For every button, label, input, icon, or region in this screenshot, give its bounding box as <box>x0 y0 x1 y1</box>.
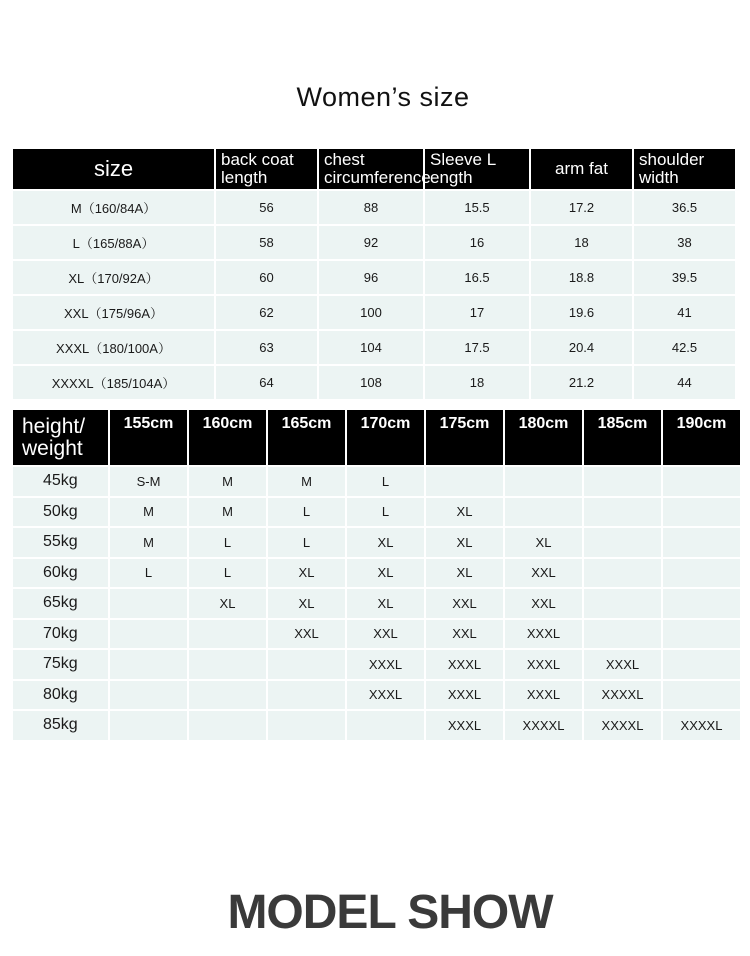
recommended-size-cell: XXXL <box>584 648 661 679</box>
recommended-size-cell: XXXL <box>426 648 503 679</box>
recommended-size-cell <box>189 618 266 649</box>
size-value-cell: 21.2 <box>531 364 632 399</box>
recommended-size-cell: L <box>189 557 266 588</box>
recommended-size-cell <box>110 648 187 679</box>
recommended-size-cell <box>110 709 187 740</box>
size-value-cell: 104 <box>319 329 423 364</box>
recommended-size-cell <box>584 496 661 527</box>
size-value-cell: 96 <box>319 259 423 294</box>
size-value-cell: 16 <box>425 224 529 259</box>
recommended-size-cell <box>663 526 740 557</box>
size-chart-header-row <box>13 149 735 189</box>
weight-label-cell: 55kg <box>13 526 108 557</box>
recommended-size-cell: XL <box>189 587 266 618</box>
size-label-cell: XXXXL（185/104A） <box>13 364 214 399</box>
size-value-cell: 44 <box>634 364 735 399</box>
size-value-cell: 92 <box>319 224 423 259</box>
weight-label-cell: 45kg <box>13 465 108 496</box>
recommended-size-cell: XXXL <box>347 679 424 710</box>
recommended-size-cell <box>347 709 424 740</box>
height-header-cell: 190cm <box>663 410 740 465</box>
recommended-size-cell <box>584 557 661 588</box>
recommended-size-cell <box>663 618 740 649</box>
size-row <box>13 364 735 399</box>
recommended-size-cell: XL <box>426 496 503 527</box>
height-header-cell: 165cm <box>268 410 345 465</box>
recommended-size-cell: XL <box>268 557 345 588</box>
recommended-size-cell <box>189 679 266 710</box>
recommended-size-cell <box>663 679 740 710</box>
recommended-size-cell <box>110 618 187 649</box>
recommended-size-cell: S-M <box>110 465 187 496</box>
weight-label-cell: 70kg <box>13 618 108 649</box>
height-header-cell: 185cm <box>584 410 661 465</box>
height-header-cell: 175cm <box>426 410 503 465</box>
recommended-size-cell: XXXL <box>505 618 582 649</box>
weight-row <box>13 679 740 710</box>
recommended-size-cell <box>110 587 187 618</box>
size-header-size: size <box>13 149 214 189</box>
recommended-size-cell <box>584 465 661 496</box>
height-weight-table <box>11 410 742 740</box>
recommended-size-cell: XL <box>505 526 582 557</box>
size-value-cell: 17 <box>425 294 529 329</box>
weight-row <box>13 496 740 527</box>
recommended-size-cell: M <box>189 465 266 496</box>
recommended-size-cell: XXL <box>426 618 503 649</box>
recommended-size-cell: XXXL <box>505 648 582 679</box>
size-label-cell: L（165/88A） <box>13 224 214 259</box>
recommended-size-cell <box>110 679 187 710</box>
size-row <box>13 294 735 329</box>
recommended-size-cell <box>663 648 740 679</box>
weight-row <box>13 648 740 679</box>
weight-row <box>13 587 740 618</box>
size-value-cell: 108 <box>319 364 423 399</box>
size-value-cell: 17.5 <box>425 329 529 364</box>
size-label-cell: M（160/84A） <box>13 189 214 224</box>
recommended-size-cell: XXL <box>268 618 345 649</box>
size-value-cell: 18 <box>425 364 529 399</box>
recommended-size-cell <box>663 465 740 496</box>
size-row <box>13 259 735 294</box>
height-header-cell: 160cm <box>189 410 266 465</box>
size-value-cell: 36.5 <box>634 189 735 224</box>
recommended-size-cell: XXL <box>505 557 582 588</box>
recommended-size-cell: XXL <box>347 618 424 649</box>
size-header-sleeve-length: Sleeve L ength <box>425 149 529 189</box>
recommended-size-cell: M <box>268 465 345 496</box>
recommended-size-cell: L <box>347 465 424 496</box>
recommended-size-cell: XL <box>347 526 424 557</box>
size-label-cell: XL（170/92A） <box>13 259 214 294</box>
recommended-size-cell: XXXL <box>426 679 503 710</box>
recommended-size-cell: XXL <box>505 587 582 618</box>
size-value-cell: 64 <box>216 364 317 399</box>
size-value-cell: 19.6 <box>531 294 632 329</box>
size-value-cell: 15.5 <box>425 189 529 224</box>
size-header-chest-circumference: chest circumference <box>319 149 423 189</box>
recommended-size-cell <box>584 618 661 649</box>
size-header-shoulder-width: shoulder width <box>634 149 735 189</box>
size-value-cell: 42.5 <box>634 329 735 364</box>
weight-row <box>13 557 740 588</box>
recommended-size-cell <box>268 648 345 679</box>
height-weight-header-row <box>13 410 740 465</box>
recommended-size-cell: XXXXL <box>584 709 661 740</box>
size-row <box>13 329 735 364</box>
recommended-size-cell <box>663 496 740 527</box>
size-label-cell: XXL（175/96A） <box>13 294 214 329</box>
size-value-cell: 41 <box>634 294 735 329</box>
size-row <box>13 189 735 224</box>
size-row <box>13 224 735 259</box>
recommended-size-cell: M <box>189 496 266 527</box>
recommended-size-cell: XXXXL <box>584 679 661 710</box>
recommended-size-cell <box>189 648 266 679</box>
size-value-cell: 56 <box>216 189 317 224</box>
weight-row <box>13 709 740 740</box>
size-header-back-coat-length: back coat length <box>216 149 317 189</box>
recommended-size-cell <box>189 709 266 740</box>
size-value-cell: 17.2 <box>531 189 632 224</box>
weight-label-cell: 65kg <box>13 587 108 618</box>
recommended-size-cell: L <box>347 496 424 527</box>
recommended-size-cell: XXXL <box>505 679 582 710</box>
size-value-cell: 60 <box>216 259 317 294</box>
size-value-cell: 20.4 <box>531 329 632 364</box>
recommended-size-cell <box>505 465 582 496</box>
page-title: Women’s size <box>296 82 470 112</box>
weight-label-cell: 75kg <box>13 648 108 679</box>
recommended-size-cell <box>663 557 740 588</box>
recommended-size-cell: XL <box>347 587 424 618</box>
weight-row <box>13 618 740 649</box>
height-weight-corner-label: height/ weight <box>13 410 108 465</box>
size-value-cell: 58 <box>216 224 317 259</box>
recommended-size-cell: L <box>268 526 345 557</box>
size-value-cell: 16.5 <box>425 259 529 294</box>
recommended-size-cell <box>663 587 740 618</box>
recommended-size-cell: XXXXL <box>505 709 582 740</box>
weight-label-cell: 85kg <box>13 709 108 740</box>
recommended-size-cell <box>505 496 582 527</box>
height-header-cell: 155cm <box>110 410 187 465</box>
recommended-size-cell: XL <box>426 526 503 557</box>
size-value-cell: 100 <box>319 294 423 329</box>
weight-label-cell: 80kg <box>13 679 108 710</box>
size-value-cell: 63 <box>216 329 317 364</box>
size-value-cell: 39.5 <box>634 259 735 294</box>
recommended-size-cell: XXXL <box>347 648 424 679</box>
height-header-cell: 180cm <box>505 410 582 465</box>
recommended-size-cell: L <box>110 557 187 588</box>
recommended-size-cell: M <box>110 496 187 527</box>
recommended-size-cell <box>584 526 661 557</box>
size-value-cell: 88 <box>319 189 423 224</box>
recommended-size-cell: XL <box>268 587 345 618</box>
weight-row <box>13 465 740 496</box>
recommended-size-cell <box>584 587 661 618</box>
size-header-arm-fat: arm fat <box>531 149 632 189</box>
recommended-size-cell: L <box>189 526 266 557</box>
recommended-size-cell <box>268 709 345 740</box>
recommended-size-cell: XXXXL <box>663 709 740 740</box>
size-label-cell: XXXL（180/100A） <box>13 329 214 364</box>
height-header-cell: 170cm <box>347 410 424 465</box>
size-value-cell: 18.8 <box>531 259 632 294</box>
size-value-cell: 38 <box>634 224 735 259</box>
model-show-heading: MODEL SHOW <box>227 886 553 939</box>
size-value-cell: 18 <box>531 224 632 259</box>
weight-label-cell: 60kg <box>13 557 108 588</box>
weight-label-cell: 50kg <box>13 496 108 527</box>
recommended-size-cell <box>426 465 503 496</box>
recommended-size-cell: XL <box>347 557 424 588</box>
recommended-size-cell: XXL <box>426 587 503 618</box>
recommended-size-cell: L <box>268 496 345 527</box>
recommended-size-cell: XXXL <box>426 709 503 740</box>
weight-row <box>13 526 740 557</box>
size-value-cell: 62 <box>216 294 317 329</box>
recommended-size-cell: XL <box>426 557 503 588</box>
recommended-size-cell <box>268 679 345 710</box>
size-chart-table <box>11 149 737 399</box>
recommended-size-cell: M <box>110 526 187 557</box>
